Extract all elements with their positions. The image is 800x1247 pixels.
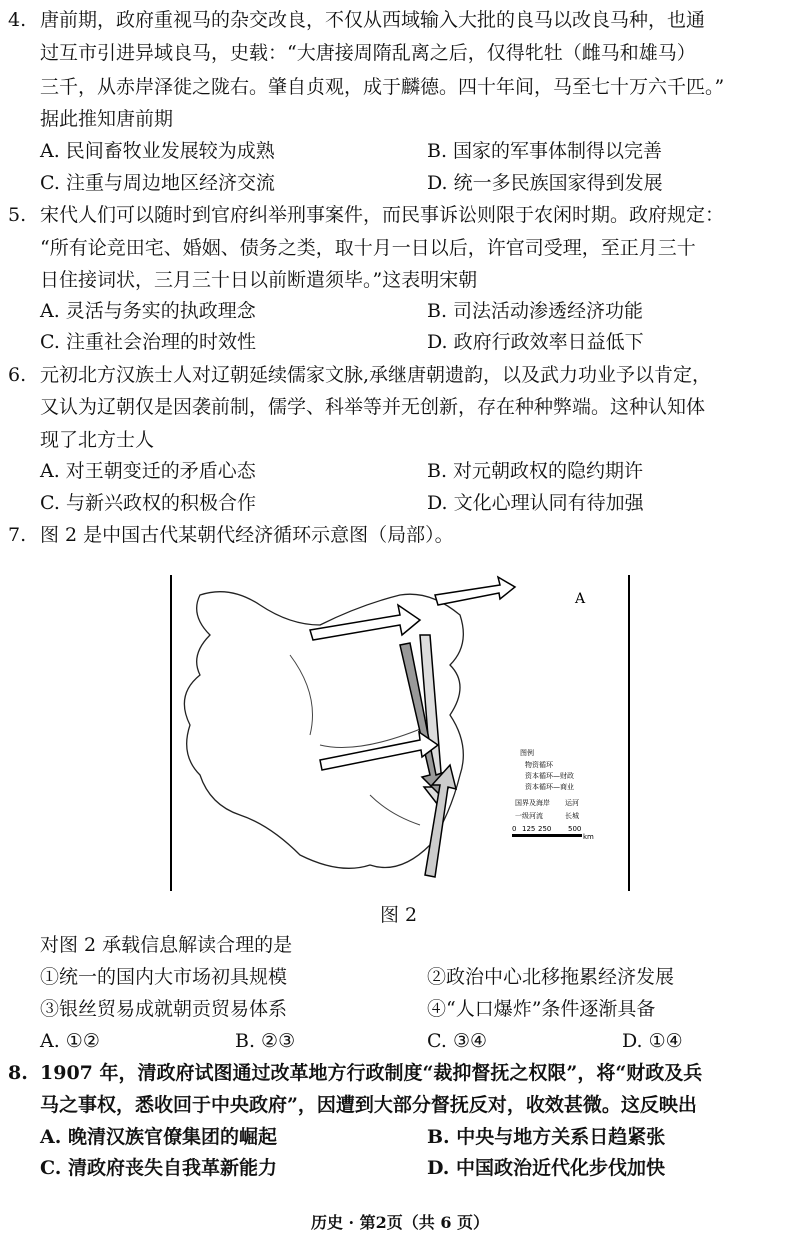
- scale-label: km: [583, 833, 594, 841]
- statement-4: ④“人口爆炸”条件逐渐具备: [427, 998, 656, 1020]
- question-text: “所有论竞田宅、婚姻、债务之类，取十月一日以后，许官司受理，至正月三十: [40, 237, 696, 259]
- option-a[interactable]: A. 民间畜牧业发展较为成熟: [40, 140, 275, 162]
- scale-label: 500: [568, 825, 582, 833]
- legend-item: 资本循环—商业: [525, 783, 574, 791]
- scale-label: 250: [538, 825, 552, 833]
- question-number: 6.: [8, 364, 27, 386]
- legend-title: 图例: [520, 749, 534, 757]
- question-number: 4.: [8, 9, 27, 31]
- statement-1: ①统一的国内大市场初具规模: [40, 966, 288, 988]
- option-c[interactable]: C. 与新兴政权的积极合作: [40, 492, 256, 514]
- statement-3: ③银丝贸易成就朝贡贸易体系: [40, 998, 288, 1020]
- question-text: 1907 年，清政府试图通过改革地方行政制度“裁抑督抚之权限”，将“财政及兵: [40, 1062, 703, 1084]
- question-text: 过互市引进异域良马，史载：“大唐接周隋乱离之后，仅得牝牡（雌马和雄马）: [40, 42, 696, 64]
- question-number: 8.: [8, 1062, 28, 1084]
- option-b[interactable]: B. 司法活动渗透经济功能: [427, 300, 644, 322]
- statement-2: ②政治中心北移拖累经济发展: [427, 966, 675, 988]
- page-footer: 历史 · 第2页（共 6 页）: [310, 1213, 490, 1232]
- option-a[interactable]: A. 灵活与务实的执政理念: [40, 300, 256, 322]
- question-text: 现了北方士人: [40, 429, 155, 451]
- legend-item: 国界及海岸: [515, 799, 550, 807]
- scale-label: 0: [512, 825, 517, 833]
- question-text: 据此推知唐前期: [40, 108, 174, 130]
- legend-item: 长城: [565, 812, 579, 820]
- option-d[interactable]: D. ①④: [622, 1030, 683, 1052]
- option-a[interactable]: A. 晚清汉族官僚集团的崛起: [40, 1126, 277, 1148]
- question-text: 图 2 是中国古代某朝代经济循环示意图（局部）。: [40, 524, 454, 546]
- question-text: 对图 2 承载信息解读合理的是: [40, 934, 293, 956]
- option-a[interactable]: A. 对王朝变迁的矛盾心态: [40, 460, 256, 482]
- arrow-icon: [435, 577, 515, 605]
- question-text: 唐前期，政府重视马的杂交改良，不仅从西域输入大批的良马以改良马种，也通: [40, 9, 706, 31]
- option-d[interactable]: D. 文化心理认同有待加强: [427, 492, 644, 514]
- legend-item: 一级河流: [515, 812, 543, 820]
- legend-item: 运河: [565, 799, 579, 807]
- option-a[interactable]: A. ①②: [40, 1030, 100, 1052]
- legend-item: 物资循环: [525, 761, 553, 769]
- option-c[interactable]: C. 注重与周边地区经济交流: [40, 172, 275, 194]
- option-b[interactable]: B. 中央与地方关系日趋紧张: [427, 1126, 666, 1148]
- economic-cycle-map: [170, 575, 630, 891]
- arrow-icon: [320, 732, 438, 770]
- option-b[interactable]: B. 国家的军事体制得以完善: [427, 140, 663, 162]
- figure-caption: 图 2: [380, 904, 418, 926]
- option-b[interactable]: B. ②③: [235, 1030, 296, 1052]
- option-c[interactable]: C. 清政府丧失自我革新能力: [40, 1157, 278, 1179]
- north-arrow-icon: A: [575, 591, 586, 607]
- question-text: 马之事权，悉收回于中央政府”，因遭到大部分督抚反对，收效甚微。这反映出: [40, 1094, 697, 1116]
- circulation-arrows: [310, 577, 515, 877]
- question-text: 日住接词状，三月三十日以前断遣须毕。”这表明宋朝: [40, 269, 478, 291]
- option-c[interactable]: C. ③④: [427, 1030, 488, 1052]
- question-text: 三千，从赤岸泽徙之陇右。肇自贞观，成于麟德。四十年间，马至七十万六千匹。”: [40, 76, 725, 98]
- option-d[interactable]: D. 统一多民族国家得到发展: [427, 172, 663, 194]
- scale-bar: [512, 834, 582, 837]
- map-legend: [512, 748, 594, 841]
- question-number: 7.: [8, 524, 27, 546]
- option-b[interactable]: B. 对元朝政权的隐约期许: [427, 460, 644, 482]
- option-c[interactable]: C. 注重社会治理的时效性: [40, 331, 256, 353]
- option-d[interactable]: D. 政府行政效率日益低下: [427, 331, 644, 353]
- question-text: 宋代人们可以随时到官府纠举刑事案件，而民事诉讼则限于农闲时期。政府规定：: [40, 204, 725, 226]
- question-text: 又认为辽朝仅是因袭前制，儒学、科举等并无创新，存在种种弊端。这种认知体: [40, 396, 706, 418]
- option-d[interactable]: D. 中国政治近代化步伐加快: [427, 1157, 666, 1179]
- scale-label: 125: [522, 825, 536, 833]
- legend-item: 资本循环—财政: [525, 772, 574, 780]
- question-text: 元初北方汉族士人对辽朝延续儒家文脉,承继唐朝遗韵，以及武力功业予以肯定，: [40, 364, 712, 386]
- question-number: 5.: [8, 204, 27, 226]
